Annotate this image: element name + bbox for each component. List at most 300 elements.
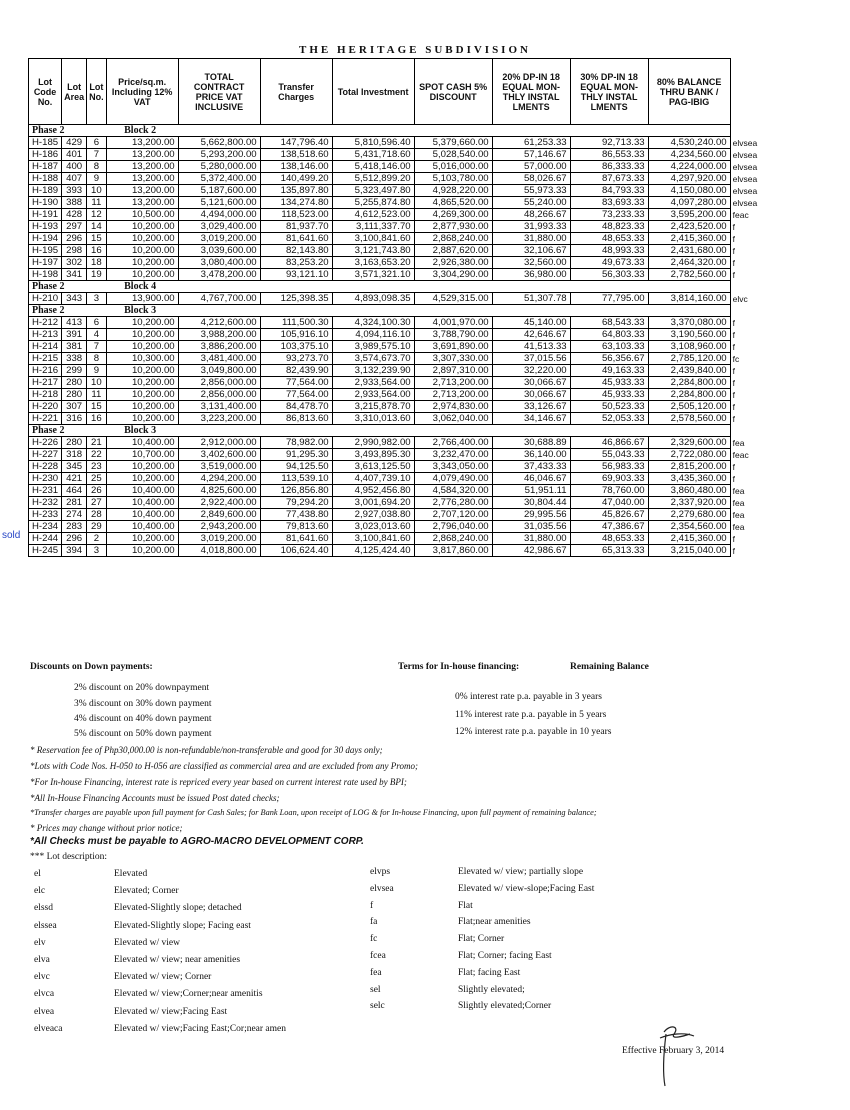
legend-description: Elevated w/ view; partially slope — [458, 867, 584, 877]
price-sqm-cell: 10,200.00 — [106, 269, 178, 281]
spot-cash-cell: 4,079,490.00 — [414, 473, 492, 485]
table-row — [29, 329, 761, 341]
lot-no-cell: 18 — [87, 257, 107, 269]
price-sqm-cell: 10,200.00 — [106, 221, 178, 233]
legend-code: elssea — [34, 920, 57, 931]
dp30-cell: 45,933.33 — [570, 377, 648, 389]
table-row — [29, 185, 761, 197]
lot-code-cell: H-216 — [29, 365, 62, 377]
lot-desc-code-cell: elvsea — [730, 149, 760, 161]
transfer-cell: 84,478.70 — [260, 401, 332, 413]
transfer-cell: 135,897.80 — [260, 185, 332, 197]
total-contract-cell: 5,121,600.00 — [178, 197, 260, 209]
spot-cash-cell: 5,016,000.00 — [414, 161, 492, 173]
phase-row — [29, 425, 761, 437]
balance80-cell: 4,530,240.00 — [648, 137, 730, 149]
legend-code: fea — [370, 967, 382, 978]
table-row — [29, 137, 761, 149]
lot-code-cell: H-226 — [29, 437, 62, 449]
table-row — [29, 197, 761, 209]
price-sqm-cell: 10,200.00 — [106, 533, 178, 545]
lot-area-cell: 393 — [62, 185, 87, 197]
document-title: THE HERITAGE SUBDIVISION — [299, 44, 531, 56]
balance80-cell: 2,431,680.00 — [648, 245, 730, 257]
lot-area-cell: 345 — [62, 461, 87, 473]
dp20-cell: 31,993.33 — [492, 221, 570, 233]
lot-no-cell: 19 — [87, 269, 107, 281]
investment-cell: 2,933,564.00 — [332, 389, 414, 401]
total-contract-cell: 4,494,000.00 — [178, 209, 260, 221]
legend-code: elveaca — [34, 1023, 63, 1034]
balance80-cell: 2,284,800.00 — [648, 389, 730, 401]
lot-code-cell: H-220 — [29, 401, 62, 413]
transfer-cell: 105,916.10 — [260, 329, 332, 341]
price-sqm-cell: 10,400.00 — [106, 509, 178, 521]
table-row — [29, 209, 761, 221]
dp20-cell: 34,146.67 — [492, 413, 570, 425]
remark-line: * Prices may change without prior notice; — [30, 823, 183, 833]
investment-cell: 5,810,596.40 — [332, 137, 414, 149]
lot-desc-code-cell: f — [730, 269, 760, 281]
spot-cash-cell: 3,232,470.00 — [414, 449, 492, 461]
legend-description: Flat — [458, 900, 473, 911]
balance80-cell: 3,814,160.00 — [648, 293, 730, 305]
header-dp30: 30% DP-IN 18 EQUAL MON-THLY INSTAL LMENTS — [570, 59, 648, 125]
lot-area-cell: 428 — [62, 209, 87, 221]
price-sqm-cell: 13,200.00 — [106, 149, 178, 161]
spot-cash-cell: 2,887,620.00 — [414, 245, 492, 257]
balance80-cell: 3,860,480.00 — [648, 485, 730, 497]
balance80-cell: 2,785,120.00 — [648, 353, 730, 365]
price-sqm-cell: 10,200.00 — [106, 413, 178, 425]
dp30-cell: 69,903.33 — [570, 473, 648, 485]
transfer-cell: 77,564.00 — [260, 377, 332, 389]
table-row — [29, 449, 761, 461]
legend-description: Elevated w/ view — [114, 937, 180, 948]
terms-line: 0% interest rate p.a. payable in 3 years — [455, 692, 602, 702]
terms-line: 11% interest rate p.a. payable in 5 years — [455, 710, 607, 720]
table-row — [29, 161, 761, 173]
lot-desc-code-cell: elvsea — [730, 161, 760, 173]
dp20-cell: 33,126.67 — [492, 401, 570, 413]
transfer-cell: 138,146.00 — [260, 161, 332, 173]
price-sqm-cell: 13,900.00 — [106, 293, 178, 305]
spot-cash-cell: 3,304,290.00 — [414, 269, 492, 281]
lot-no-cell: 6 — [87, 137, 107, 149]
lot-desc-code-cell: f — [730, 401, 760, 413]
price-sqm-cell: 10,200.00 — [106, 317, 178, 329]
lot-code-cell: H-234 — [29, 521, 62, 533]
legend-description: Elevated — [114, 869, 148, 879]
price-sqm-cell: 13,200.00 — [106, 137, 178, 149]
legend-description: Flat;near amenities — [458, 917, 531, 928]
lot-area-cell: 343 — [62, 293, 87, 305]
spot-cash-cell: 4,928,220.00 — [414, 185, 492, 197]
block-label: Block 2 — [106, 125, 730, 137]
lot-no-cell: 14 — [87, 221, 107, 233]
dp20-cell: 61,253.33 — [492, 137, 570, 149]
block-label: Block 3 — [106, 425, 730, 437]
dp20-cell: 55,973.33 — [492, 185, 570, 197]
dp30-cell: 50,523.33 — [570, 401, 648, 413]
investment-cell: 5,512,899.20 — [332, 173, 414, 185]
lot-no-cell: 10 — [87, 185, 107, 197]
lot-code-cell: H-195 — [29, 245, 62, 257]
phase-code-cell — [730, 125, 760, 137]
dp30-cell: 86,553.33 — [570, 149, 648, 161]
legend-description: Flat; facing East — [458, 967, 521, 978]
lot-code-cell: H-191 — [29, 209, 62, 221]
table-row — [29, 437, 761, 449]
dp30-cell: 92,713.33 — [570, 137, 648, 149]
total-contract-cell: 2,912,000.00 — [178, 437, 260, 449]
lot-no-cell: 7 — [87, 149, 107, 161]
lot-code-cell: H-187 — [29, 161, 62, 173]
total-contract-cell: 5,662,800.00 — [178, 137, 260, 149]
lot-code-cell: H-232 — [29, 497, 62, 509]
dp20-cell: 31,880.00 — [492, 233, 570, 245]
spot-cash-cell: 2,877,930.00 — [414, 221, 492, 233]
remark-line: *Lots with Code Nos. H-050 to H-056 are classified as commercial area and are excluded from any Promo; — [30, 761, 418, 771]
dp30-cell: 48,653.33 — [570, 533, 648, 545]
spot-cash-cell: 4,584,320.00 — [414, 485, 492, 497]
lot-area-cell: 281 — [62, 497, 87, 509]
lot-area-cell: 280 — [62, 437, 87, 449]
legend-code: elv — [34, 937, 46, 948]
balance80-cell: 2,279,680.00 — [648, 509, 730, 521]
lot-code-cell: H-230 — [29, 473, 62, 485]
table-row — [29, 509, 761, 521]
lot-no-cell: 2 — [87, 533, 107, 545]
dp30-cell: 55,043.33 — [570, 449, 648, 461]
total-contract-cell: 4,018,800.00 — [178, 545, 260, 557]
table-row — [29, 413, 761, 425]
legend-description: Slightly elevated; — [458, 984, 525, 995]
dp20-cell: 57,146.67 — [492, 149, 570, 161]
investment-cell: 2,927,038.80 — [332, 509, 414, 521]
dp30-cell: 45,933.33 — [570, 389, 648, 401]
lot-no-cell: 8 — [87, 353, 107, 365]
transfer-cell: 83,253.20 — [260, 257, 332, 269]
total-contract-cell: 3,029,400.00 — [178, 221, 260, 233]
balance80-cell: 3,595,200.00 — [648, 209, 730, 221]
balance80-cell: 2,439,840.00 — [648, 365, 730, 377]
investment-cell: 5,323,497.80 — [332, 185, 414, 197]
table-row — [29, 341, 761, 353]
table-row — [29, 293, 761, 305]
price-sqm-cell: 10,200.00 — [106, 329, 178, 341]
investment-cell: 4,893,098.35 — [332, 293, 414, 305]
lot-no-cell: 10 — [87, 377, 107, 389]
investment-cell: 3,574,673.70 — [332, 353, 414, 365]
total-contract-cell: 4,294,200.00 — [178, 473, 260, 485]
price-sqm-cell: 10,200.00 — [106, 461, 178, 473]
header-dp20: 20% DP-IN 18 EQUAL MON-THLY INSTAL LMENTS — [492, 59, 570, 125]
lot-desc-code-cell: f — [730, 341, 760, 353]
lot-no-cell: 29 — [87, 521, 107, 533]
legend-description: Elevated w/ view;Corner;near amenitis — [114, 989, 263, 1000]
transfer-cell: 93,121.10 — [260, 269, 332, 281]
investment-cell: 5,431,718.60 — [332, 149, 414, 161]
block-label: Block 4 — [106, 281, 730, 293]
lot-code-cell: H-218 — [29, 389, 62, 401]
balance80-cell: 3,108,960.00 — [648, 341, 730, 353]
legend-description: Flat; Corner — [458, 934, 505, 945]
price-table — [28, 58, 760, 557]
lot-desc-code-cell: f — [730, 245, 760, 257]
investment-cell: 3,132,239.90 — [332, 365, 414, 377]
lot-area-cell: 297 — [62, 221, 87, 233]
legend-description: Elevated-Slightly slope; Facing east — [114, 920, 251, 931]
lot-desc-code-cell: f — [730, 233, 760, 245]
lot-desc-code-cell: feac — [730, 209, 760, 221]
legend-code: elvea — [34, 1006, 55, 1017]
spot-cash-cell: 3,307,330.00 — [414, 353, 492, 365]
dp20-cell: 29,995.56 — [492, 509, 570, 521]
dp20-cell: 57,000.00 — [492, 161, 570, 173]
price-sqm-cell: 10,200.00 — [106, 377, 178, 389]
spot-cash-cell: 2,796,040.00 — [414, 521, 492, 533]
spot-cash-cell: 2,974,830.00 — [414, 401, 492, 413]
lot-no-cell: 27 — [87, 497, 107, 509]
table-row — [29, 461, 761, 473]
dp20-cell: 46,046.67 — [492, 473, 570, 485]
lot-no-cell: 21 — [87, 437, 107, 449]
transfer-cell: 118,523.00 — [260, 209, 332, 221]
lot-area-cell: 280 — [62, 377, 87, 389]
lot-no-cell: 26 — [87, 485, 107, 497]
transfer-cell: 147,796.40 — [260, 137, 332, 149]
dp30-cell: 56,303.33 — [570, 269, 648, 281]
balance80-cell: 2,505,120.00 — [648, 401, 730, 413]
discounts-title: Discounts on Down payments: — [30, 662, 153, 672]
lot-desc-code-cell: f — [730, 545, 760, 557]
investment-cell: 3,310,013.60 — [332, 413, 414, 425]
lot-area-cell: 413 — [62, 317, 87, 329]
legend-code: elssd — [34, 903, 53, 914]
lot-no-cell: 16 — [87, 245, 107, 257]
phase-row — [29, 281, 761, 293]
total-contract-cell: 3,019,200.00 — [178, 533, 260, 545]
lot-no-cell: 11 — [87, 197, 107, 209]
lot-area-cell: 401 — [62, 149, 87, 161]
header-transfer: Transfer Charges — [260, 59, 332, 125]
balance80-cell: 2,354,560.00 — [648, 521, 730, 533]
legend-description: Elevated w/ view;Facing East;Cor;near amen — [114, 1023, 286, 1034]
investment-cell: 3,989,575.10 — [332, 341, 414, 353]
dp30-cell: 46,866.67 — [570, 437, 648, 449]
legend-description: Flat; Corner; facing East — [458, 951, 552, 961]
lot-code-cell: H-217 — [29, 377, 62, 389]
spot-cash-cell: 2,926,380.00 — [414, 257, 492, 269]
table-row — [29, 233, 761, 245]
transfer-cell: 82,143.80 — [260, 245, 332, 257]
header-spot-cash: SPOT CASH 5% DISCOUNT — [414, 59, 492, 125]
spot-cash-cell: 5,103,780.00 — [414, 173, 492, 185]
dp30-cell: 87,673.33 — [570, 173, 648, 185]
lot-area-cell: 296 — [62, 533, 87, 545]
table-row — [29, 497, 761, 509]
legend-code: fc — [370, 934, 378, 945]
lot-code-cell: H-189 — [29, 185, 62, 197]
checks-note: *All Checks must be payable to AGRO-MACRO DEVELOPMENT CORP. — [30, 836, 364, 847]
lot-desc-code-cell: f — [730, 461, 760, 473]
spot-cash-cell: 3,817,860.00 — [414, 545, 492, 557]
header-total-contract: TOTAL CONTRACT PRICE VAT INCLUSIVE — [178, 59, 260, 125]
legend-code: sel — [370, 984, 381, 995]
lot-desc-code-cell: fea — [730, 437, 760, 449]
total-contract-cell: 5,187,600.00 — [178, 185, 260, 197]
dp30-cell: 56,983.33 — [570, 461, 648, 473]
dp30-cell: 56,356.67 — [570, 353, 648, 365]
legend-code: elva — [34, 955, 50, 965]
balance80-cell: 2,423,520.00 — [648, 221, 730, 233]
table-row — [29, 317, 761, 329]
legend-code: elvsea — [370, 883, 394, 894]
spot-cash-cell: 2,707,120.00 — [414, 509, 492, 521]
lot-code-cell: H-233 — [29, 509, 62, 521]
lot-code-cell: H-197 — [29, 257, 62, 269]
balance80-cell: 3,370,080.00 — [648, 317, 730, 329]
lot-no-cell: 11 — [87, 389, 107, 401]
lot-desc-code-cell: feac — [730, 449, 760, 461]
legend-code: el — [34, 869, 41, 879]
table-row — [29, 377, 761, 389]
table-row — [29, 401, 761, 413]
investment-cell: 4,407,739.10 — [332, 473, 414, 485]
lot-no-cell: 6 — [87, 317, 107, 329]
total-contract-cell: 5,372,400.00 — [178, 173, 260, 185]
lot-code-cell: H-215 — [29, 353, 62, 365]
lot-code-cell: H-185 — [29, 137, 62, 149]
legend-code: selc — [370, 1001, 385, 1012]
sold-note: sold — [2, 530, 21, 541]
discount-line: 5% discount on 50% down payment — [74, 729, 212, 739]
lot-code-cell: H-190 — [29, 197, 62, 209]
phase-code-cell — [730, 305, 760, 317]
dp30-cell: 83,693.33 — [570, 197, 648, 209]
price-sqm-cell: 10,200.00 — [106, 341, 178, 353]
phase-code-cell — [730, 281, 760, 293]
price-sqm-cell: 10,200.00 — [106, 365, 178, 377]
header-lot-code: Lot Code No. — [29, 59, 62, 125]
investment-cell: 5,418,146.00 — [332, 161, 414, 173]
spot-cash-cell: 5,028,540.00 — [414, 149, 492, 161]
table-row — [29, 521, 761, 533]
dp30-cell: 48,823.33 — [570, 221, 648, 233]
lot-desc-code-cell: elvc — [730, 293, 760, 305]
lot-area-cell: 464 — [62, 485, 87, 497]
legend-code: elc — [34, 886, 46, 897]
discount-line: 3% discount on 30% down payment — [74, 699, 212, 709]
lot-area-cell: 407 — [62, 173, 87, 185]
lot-desc-code-cell: f — [730, 329, 760, 341]
price-sqm-cell: 10,400.00 — [106, 497, 178, 509]
table-row — [29, 389, 761, 401]
price-sqm-cell: 10,200.00 — [106, 245, 178, 257]
lot-area-cell: 280 — [62, 389, 87, 401]
phase-label: Phase 2 — [29, 305, 107, 317]
lot-area-cell: 318 — [62, 449, 87, 461]
dp30-cell: 86,333.33 — [570, 161, 648, 173]
total-contract-cell: 2,856,000.00 — [178, 377, 260, 389]
dp30-cell: 73,233.33 — [570, 209, 648, 221]
dp30-cell: 49,163.33 — [570, 365, 648, 377]
dp20-cell: 55,240.00 — [492, 197, 570, 209]
balance80-cell: 2,415,360.00 — [648, 533, 730, 545]
investment-cell: 3,111,337.70 — [332, 221, 414, 233]
remark-line: * Reservation fee of Php30,000.00 is non-refundable/non-transferable and good for 30 days only; — [30, 745, 383, 755]
transfer-cell: 106,624.40 — [260, 545, 332, 557]
lot-desc-code-cell: f — [730, 365, 760, 377]
spot-cash-cell: 2,713,200.00 — [414, 377, 492, 389]
table-row — [29, 245, 761, 257]
lot-desc-code-cell: fea — [730, 485, 760, 497]
legend-description: Elevated-Slightly slope; detached — [114, 903, 242, 914]
price-sqm-cell: 10,400.00 — [106, 485, 178, 497]
balance80-cell: 3,215,040.00 — [648, 545, 730, 557]
lot-desc-code-cell: elvsea — [730, 173, 760, 185]
balance80-cell: 4,224,000.00 — [648, 161, 730, 173]
legend-description: Elevated w/ view;Facing East — [114, 1006, 228, 1017]
dp20-cell: 41,513.33 — [492, 341, 570, 353]
dp30-cell: 47,040.00 — [570, 497, 648, 509]
lot-area-cell: 296 — [62, 233, 87, 245]
table-row — [29, 149, 761, 161]
lot-area-cell: 429 — [62, 137, 87, 149]
balance80-cell: 4,297,920.00 — [648, 173, 730, 185]
lot-code-cell: H-213 — [29, 329, 62, 341]
spot-cash-cell: 4,865,520.00 — [414, 197, 492, 209]
transfer-cell: 82,439.90 — [260, 365, 332, 377]
balance80-cell: 2,722,080.00 — [648, 449, 730, 461]
dp30-cell: 63,103.33 — [570, 341, 648, 353]
dp20-cell: 30,688.89 — [492, 437, 570, 449]
dp30-cell: 68,543.33 — [570, 317, 648, 329]
dp20-cell: 45,140.00 — [492, 317, 570, 329]
transfer-cell: 113,539.10 — [260, 473, 332, 485]
lot-no-cell: 8 — [87, 161, 107, 173]
transfer-cell: 111,500.30 — [260, 317, 332, 329]
lot-code-cell: H-198 — [29, 269, 62, 281]
lot-no-cell: 23 — [87, 461, 107, 473]
transfer-cell: 103,375.10 — [260, 341, 332, 353]
dp20-cell: 36,980.00 — [492, 269, 570, 281]
phase-row — [29, 125, 761, 137]
table-row — [29, 257, 761, 269]
total-contract-cell: 3,019,200.00 — [178, 233, 260, 245]
dp20-cell: 30,066.67 — [492, 377, 570, 389]
phase-label: Phase 2 — [29, 425, 107, 437]
table-row — [29, 533, 761, 545]
spot-cash-cell: 2,766,400.00 — [414, 437, 492, 449]
investment-cell: 3,121,743.80 — [332, 245, 414, 257]
investment-cell: 4,125,424.40 — [332, 545, 414, 557]
total-contract-cell: 3,478,200.00 — [178, 269, 260, 281]
lot-code-cell: H-214 — [29, 341, 62, 353]
total-contract-cell: 4,767,700.00 — [178, 293, 260, 305]
balance80-cell: 2,815,200.00 — [648, 461, 730, 473]
remark-line: *All In-House Financing Accounts must be issued Post dated checks; — [30, 793, 280, 803]
lot-area-cell: 391 — [62, 329, 87, 341]
total-contract-cell: 3,131,400.00 — [178, 401, 260, 413]
dp30-cell: 77,795.00 — [570, 293, 648, 305]
lot-no-cell: 4 — [87, 329, 107, 341]
dp30-cell: 78,760.00 — [570, 485, 648, 497]
spot-cash-cell: 3,062,040.00 — [414, 413, 492, 425]
transfer-cell: 134,274.80 — [260, 197, 332, 209]
lot-desc-code-cell: f — [730, 413, 760, 425]
